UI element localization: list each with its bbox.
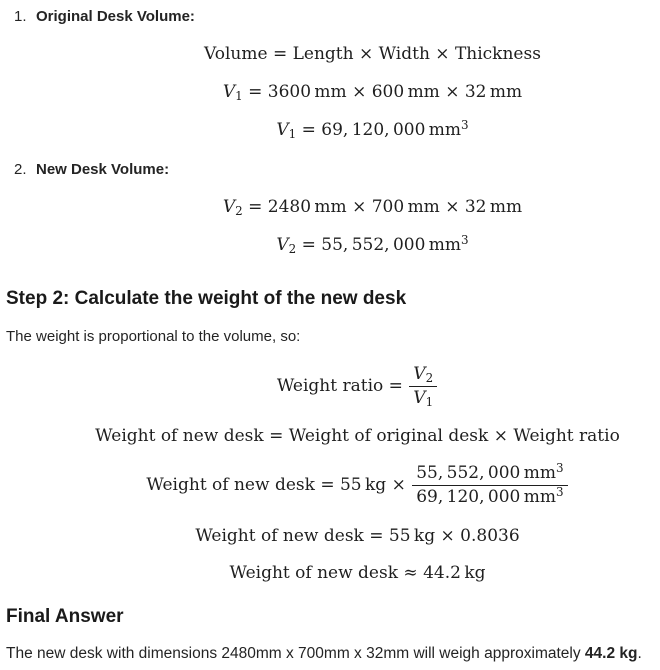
equation-weight-formula: Weight of new desk = Weight of original desk × Weight ratio xyxy=(95,426,620,446)
list-item-original-desk-volume xyxy=(14,7,654,141)
final-answer-weight-bold: 44.2 kg xyxy=(584,645,638,662)
equation-v1-dimensions: $V_1 = 3600$ mm × 600 mm × 32 mm xyxy=(222,82,523,103)
equation-v2-result: $V_2 = 55$, 552, 000 $mm^3$ xyxy=(276,233,469,256)
list-item-label: Original Desk Volume: xyxy=(36,8,195,25)
step2-heading: Step 2: Calculate the weight of the new desk xyxy=(6,288,407,309)
equation-v1-result: $V_1 = 69$, 120, 000 $mm^3$ xyxy=(276,118,469,141)
final-answer-text-post: . xyxy=(637,645,642,662)
list-item-number: 2. xyxy=(14,161,27,178)
list-item-label: New Desk Volume: xyxy=(36,161,170,178)
volume-steps-list xyxy=(6,7,654,256)
equation-weight-final: Weight of new desk ≈ 44.2 kg xyxy=(229,563,486,583)
final-answer-heading: Final Answer xyxy=(6,606,124,627)
step2-intro-text: The weight is proportional to the volume, so: xyxy=(6,328,301,345)
list-item-number: 1. xyxy=(14,8,27,25)
final-answer-text xyxy=(6,644,654,664)
equation-weight-decimal: Weight of new desk = 55 kg × 0.8036 xyxy=(195,526,520,546)
list-item-new-desk-volume xyxy=(14,160,654,256)
final-answer-text-pre: The new desk with dimensions 2480mm x 700mm x 32mm will weigh approximately xyxy=(6,645,585,662)
equation-weight-ratio: Weight ratio = $\frac{V_2}{V_1}$ xyxy=(6,363,654,410)
equation-weight-fraction: Weight of new desk = 55 kg × $\frac{55, 552, 000 mm^3}{69, 120, 000 mm^3}$ xyxy=(6,462,654,509)
equation-v2-dimensions: $V_2 = 2480$ mm × 700 mm × 32 mm xyxy=(222,197,523,218)
equation-volume-formula: Volume = Length × Width × Thickness xyxy=(204,44,541,64)
